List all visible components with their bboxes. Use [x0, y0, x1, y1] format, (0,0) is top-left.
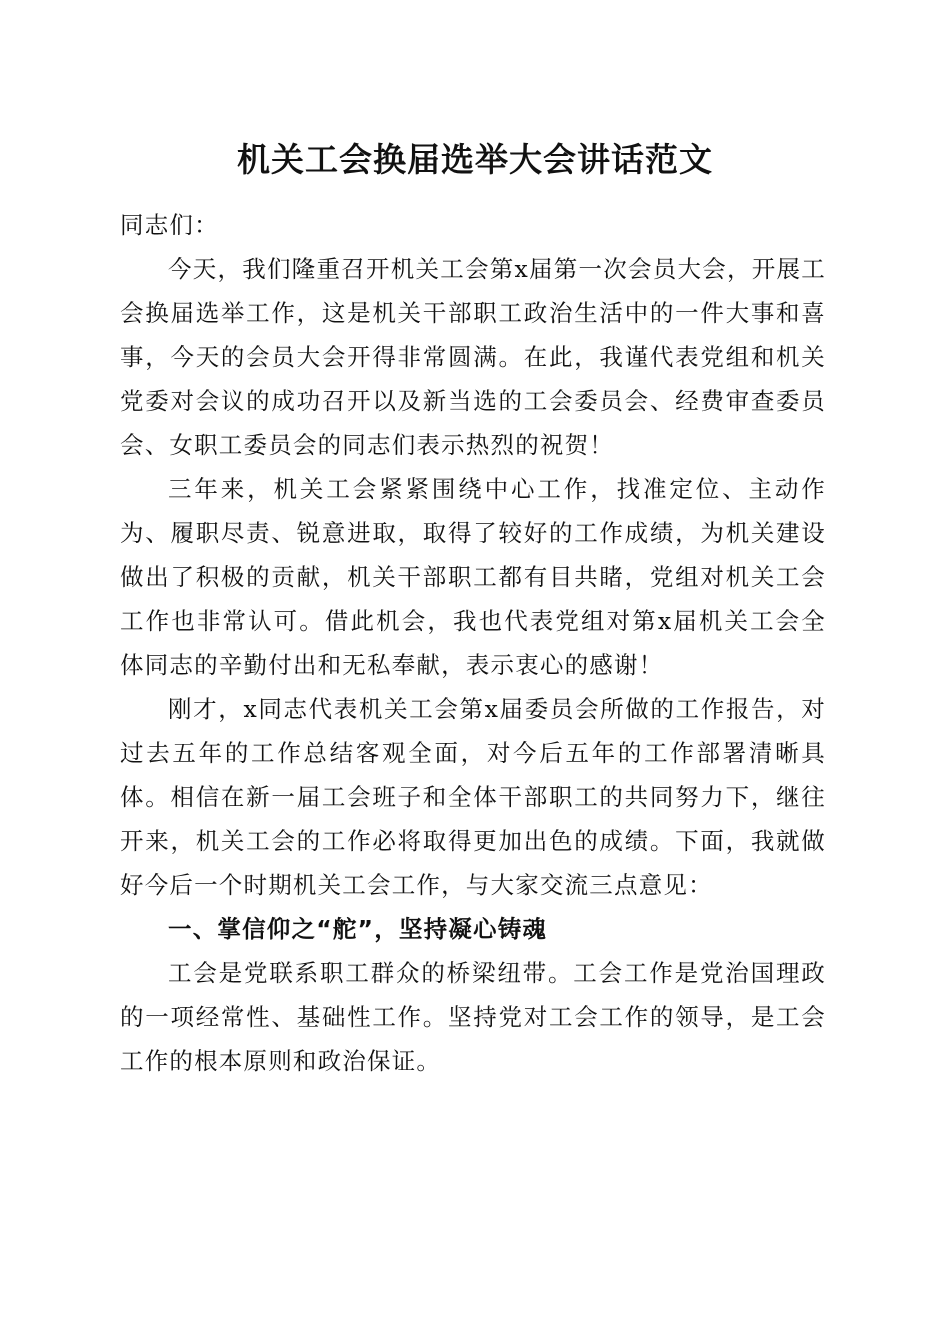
document-body [120, 203, 826, 1083]
section-paragraph-1: 工会是党联系职工群众的桥梁纽带。工会工作是党治国理政的一项经常性、基础性工作。坚持党对工会工作的领导，是工会工作的根本原则和政治保证。 [120, 959, 826, 1075]
paragraph-3: 刚才，x同志代表机关工会第x届委员会所做的工作报告，对过去五年的工作总结客观全面，对今后五年的工作部署清晰具体。相信在新一届工会班子和全体干部职工的共同努力下，继往开来，机关工会的工作必将取得更加出色的成绩。下面，我就做好今后一个时期机关工会工作，与大家交流三点意见： [120, 695, 826, 899]
section-heading-1: 一、掌信仰之“舵”，坚持凝心铸魂 [168, 915, 548, 943]
paragraph-1: 今天，我们隆重召开机关工会第x届第一次会员大会，开展工会换届选举工作，这是机关干部职工政治生活中的一件大事和喜事，今天的会员大会开得非常圆满。在此，我谨代表党组和机关党委对会议的成功召开以及新当选的工会委员会、经费审查委员会、女职工委员会的同志们表示热烈的祝贺！ [120, 255, 826, 459]
salutation: 同志们： [120, 211, 219, 239]
document-title: 机关工会换届选举大会讲话范文 [237, 140, 713, 179]
paragraph-2: 三年来，机关工会紧紧围绕中心工作，找准定位、主动作为、履职尽责、锐意进取，取得了较好的工作成绩，为机关建设做出了积极的贡献，机关干部职工都有目共睹，党组对机关工会工作也非常认可。借此机会，我也代表党组对第x届机关工会全体同志的辛勤付出和无私奉献，表示衷心的感谢！ [120, 475, 826, 679]
